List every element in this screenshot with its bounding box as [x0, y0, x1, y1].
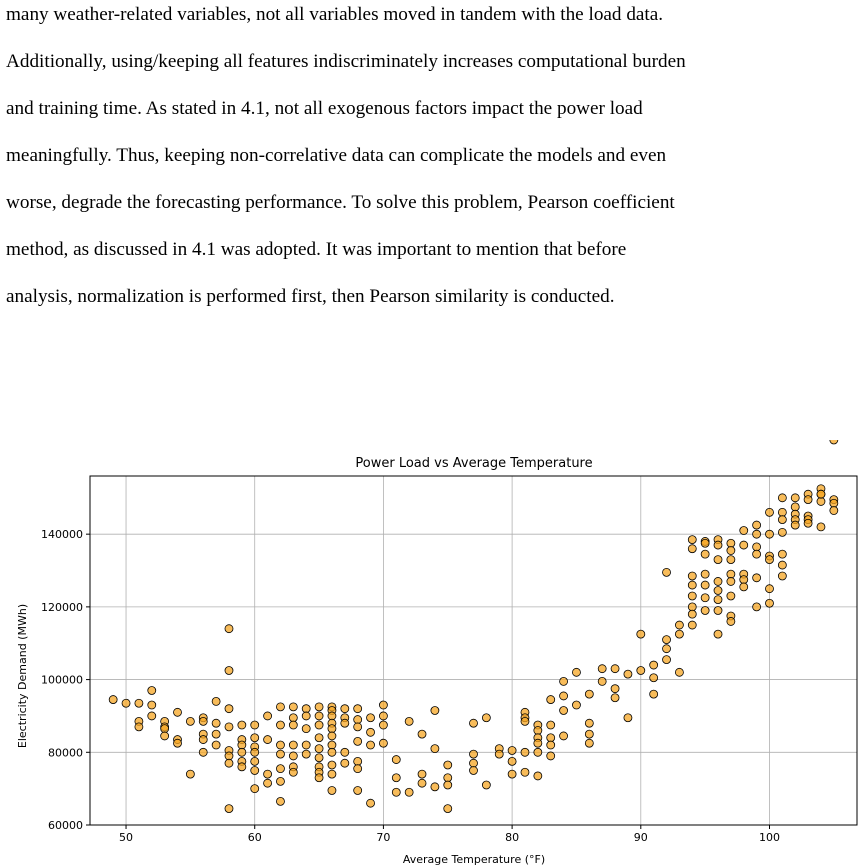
- data-point: [264, 779, 272, 787]
- data-point: [289, 768, 297, 776]
- data-point: [341, 748, 349, 756]
- data-point: [289, 721, 297, 729]
- data-point: [585, 690, 593, 698]
- data-point: [264, 770, 272, 778]
- data-point: [701, 539, 709, 547]
- data-point: [289, 741, 297, 749]
- data-point: [225, 759, 233, 767]
- data-point: [482, 781, 490, 789]
- data-point: [315, 745, 323, 753]
- data-point: [778, 494, 786, 502]
- data-point: [688, 572, 696, 580]
- data-point: [251, 721, 259, 729]
- data-point: [572, 701, 580, 709]
- data-point: [225, 805, 233, 813]
- data-point: [302, 741, 310, 749]
- data-point: [251, 748, 259, 756]
- data-point: [765, 556, 773, 564]
- data-point: [727, 547, 735, 555]
- x-tick-label: 60: [247, 831, 262, 844]
- data-point: [482, 714, 490, 722]
- data-point: [727, 570, 735, 578]
- data-point: [302, 712, 310, 720]
- data-point: [470, 766, 478, 774]
- data-point: [354, 705, 362, 713]
- data-point: [470, 750, 478, 758]
- data-point: [740, 583, 748, 591]
- data-point: [688, 621, 696, 629]
- data-point: [289, 752, 297, 760]
- data-point: [714, 556, 722, 564]
- data-point: [778, 550, 786, 558]
- paragraph-line: Additionally, using/keeping all features indiscriminately increases computational burden: [6, 51, 686, 72]
- x-tick-label: 50: [119, 831, 134, 844]
- data-point: [328, 741, 336, 749]
- data-point: [431, 745, 439, 753]
- data-point: [276, 741, 284, 749]
- y-tick-label: 60000: [48, 819, 83, 832]
- data-point: [161, 732, 169, 740]
- data-point: [534, 726, 542, 734]
- data-point: [328, 761, 336, 769]
- data-point: [238, 741, 246, 749]
- data-point: [508, 770, 516, 778]
- data-point: [547, 696, 555, 704]
- data-point: [727, 556, 735, 564]
- data-point: [753, 521, 761, 529]
- data-point: [765, 508, 773, 516]
- y-tick-label: 80000: [48, 746, 83, 760]
- data-point: [791, 521, 799, 529]
- data-point: [727, 592, 735, 600]
- data-point: [328, 725, 336, 733]
- data-point: [714, 587, 722, 595]
- x-tick-label: 90: [633, 831, 648, 844]
- chart-title: Power Load vs Average Temperature: [355, 456, 593, 471]
- data-point: [379, 712, 387, 720]
- data-point: [289, 714, 297, 722]
- y-tick-label: 100000: [41, 673, 83, 687]
- data-point: [547, 721, 555, 729]
- x-axis-label: Average Temperature (°F): [402, 853, 546, 866]
- data-point: [276, 765, 284, 773]
- data-point: [315, 734, 323, 742]
- y-tick-label: 140000: [41, 528, 83, 542]
- data-point: [238, 748, 246, 756]
- data-point: [354, 737, 362, 745]
- data-point: [714, 541, 722, 549]
- data-point: [611, 685, 619, 693]
- data-point: [225, 625, 233, 633]
- data-point: [804, 496, 812, 504]
- data-point: [598, 677, 606, 685]
- data-point: [778, 528, 786, 536]
- data-point: [315, 712, 323, 720]
- data-point: [444, 781, 452, 789]
- data-point: [276, 750, 284, 758]
- paragraph-line: method, as discussed in 4.1 was adopted. It was important to mention that before: [6, 239, 627, 260]
- paragraph-line: meaningfully. Thus, keeping non-correlative data can complicate the models and even: [6, 145, 667, 166]
- data-point: [714, 577, 722, 585]
- data-point: [302, 750, 310, 758]
- data-point: [367, 728, 375, 736]
- data-point: [367, 799, 375, 807]
- data-point: [135, 723, 143, 731]
- data-point: [470, 719, 478, 727]
- data-point: [547, 741, 555, 749]
- data-point: [817, 490, 825, 498]
- data-point: [276, 777, 284, 785]
- data-points: [109, 440, 838, 813]
- data-point: [534, 772, 542, 780]
- data-point: [701, 607, 709, 615]
- data-point: [778, 572, 786, 580]
- data-point: [109, 696, 117, 704]
- data-point: [495, 750, 503, 758]
- data-point: [225, 666, 233, 674]
- data-point: [830, 499, 838, 507]
- data-point: [418, 730, 426, 738]
- data-point: [148, 686, 156, 694]
- data-point: [778, 561, 786, 569]
- data-point: [663, 568, 671, 576]
- data-point: [534, 739, 542, 747]
- data-point: [701, 581, 709, 589]
- data-point: [560, 732, 568, 740]
- data-point: [392, 774, 400, 782]
- data-point: [354, 716, 362, 724]
- data-point: [225, 752, 233, 760]
- data-point: [675, 668, 683, 676]
- data-point: [637, 666, 645, 674]
- data-point: [302, 705, 310, 713]
- data-point: [418, 770, 426, 778]
- data-point: [392, 788, 400, 796]
- data-point: [585, 719, 593, 727]
- data-point: [624, 670, 632, 678]
- data-point: [624, 714, 632, 722]
- data-point: [341, 705, 349, 713]
- data-point: [328, 732, 336, 740]
- data-point: [238, 721, 246, 729]
- data-point: [174, 739, 182, 747]
- data-point: [508, 757, 516, 765]
- data-point: [341, 759, 349, 767]
- data-point: [547, 752, 555, 760]
- data-point: [199, 717, 207, 725]
- data-point: [830, 440, 838, 444]
- data-point: [791, 494, 799, 502]
- data-point: [264, 712, 272, 720]
- data-point: [328, 786, 336, 794]
- data-point: [302, 725, 310, 733]
- data-point: [315, 721, 323, 729]
- data-point: [379, 701, 387, 709]
- data-point: [161, 725, 169, 733]
- data-point: [444, 774, 452, 782]
- data-point: [688, 536, 696, 544]
- data-point: [251, 734, 259, 742]
- data-point: [753, 530, 761, 538]
- data-point: [470, 759, 478, 767]
- data-point: [650, 690, 658, 698]
- data-point: [354, 786, 362, 794]
- data-point: [688, 610, 696, 618]
- data-point: [212, 741, 220, 749]
- data-point: [354, 765, 362, 773]
- data-point: [817, 523, 825, 531]
- data-point: [560, 692, 568, 700]
- data-point: [753, 603, 761, 611]
- data-point: [753, 574, 761, 582]
- data-point: [714, 630, 722, 638]
- data-point: [675, 630, 683, 638]
- data-point: [122, 699, 130, 707]
- data-point: [276, 797, 284, 805]
- data-point: [753, 550, 761, 558]
- data-point: [688, 545, 696, 553]
- y-tick-label: 120000: [41, 600, 83, 614]
- data-point: [148, 701, 156, 709]
- data-point: [534, 748, 542, 756]
- data-point: [765, 585, 773, 593]
- data-point: [714, 596, 722, 604]
- data-point: [392, 756, 400, 764]
- data-point: [199, 736, 207, 744]
- data-point: [251, 766, 259, 774]
- data-point: [431, 783, 439, 791]
- data-point: [238, 763, 246, 771]
- x-tick-label: 80: [505, 831, 520, 844]
- data-point: [663, 656, 671, 664]
- data-point: [688, 592, 696, 600]
- data-point: [276, 703, 284, 711]
- data-point: [199, 748, 207, 756]
- data-point: [148, 712, 156, 720]
- data-point: [547, 734, 555, 742]
- data-point: [637, 630, 645, 638]
- data-point: [521, 768, 529, 776]
- data-point: [701, 550, 709, 558]
- data-point: [740, 541, 748, 549]
- data-point: [354, 757, 362, 765]
- data-point: [650, 661, 658, 669]
- data-point: [560, 706, 568, 714]
- data-point: [585, 730, 593, 738]
- data-point: [663, 645, 671, 653]
- data-point: [341, 719, 349, 727]
- data-point: [778, 516, 786, 524]
- data-point: [830, 507, 838, 515]
- data-point: [186, 717, 194, 725]
- data-point: [431, 706, 439, 714]
- data-point: [328, 712, 336, 720]
- data-point: [701, 594, 709, 602]
- data-point: [289, 703, 297, 711]
- data-point: [753, 543, 761, 551]
- data-point: [521, 717, 529, 725]
- data-point: [765, 530, 773, 538]
- x-tick-label: 100: [758, 831, 780, 844]
- data-point: [328, 748, 336, 756]
- data-point: [444, 761, 452, 769]
- data-point: [663, 636, 671, 644]
- data-point: [688, 581, 696, 589]
- data-point: [701, 570, 709, 578]
- data-point: [315, 703, 323, 711]
- data-point: [817, 497, 825, 505]
- paragraph-line: worse, degrade the forecasting performance. To solve this problem, Pearson coefficient: [6, 192, 675, 213]
- data-point: [508, 746, 516, 754]
- data-point: [521, 748, 529, 756]
- data-point: [212, 719, 220, 727]
- data-point: [225, 723, 233, 731]
- data-point: [675, 621, 683, 629]
- data-point: [379, 739, 387, 747]
- data-point: [418, 779, 426, 787]
- data-point: [251, 757, 259, 765]
- data-point: [354, 723, 362, 731]
- data-point: [315, 774, 323, 782]
- data-point: [276, 721, 284, 729]
- data-point: [444, 805, 452, 813]
- data-point: [765, 599, 773, 607]
- data-point: [186, 770, 194, 778]
- data-point: [598, 665, 606, 673]
- data-point: [740, 576, 748, 584]
- data-point: [727, 577, 735, 585]
- data-point: [650, 674, 658, 682]
- data-point: [572, 668, 580, 676]
- paragraph-line: analysis, normalization is performed first, then Pearson similarity is conducted.: [6, 286, 615, 307]
- x-tick-label: 70: [376, 831, 391, 844]
- data-point: [560, 677, 568, 685]
- data-point: [740, 527, 748, 535]
- data-point: [225, 705, 233, 713]
- data-point: [367, 714, 375, 722]
- data-point: [212, 697, 220, 705]
- data-point: [315, 754, 323, 762]
- data-point: [791, 503, 799, 511]
- data-point: [405, 717, 413, 725]
- data-point: [714, 607, 722, 615]
- data-point: [405, 788, 413, 796]
- data-point: [379, 721, 387, 729]
- y-axis-label: Electricity Demand (MWh): [16, 603, 29, 749]
- data-point: [727, 617, 735, 625]
- data-point: [804, 519, 812, 527]
- data-point: [212, 730, 220, 738]
- data-point: [727, 539, 735, 547]
- data-point: [688, 603, 696, 611]
- scatter-chart: [0, 440, 865, 868]
- data-point: [264, 736, 272, 744]
- paragraph-line: many weather-related variables, not all variables moved in tandem with the load data.: [6, 4, 664, 25]
- data-point: [611, 665, 619, 673]
- data-point: [611, 694, 619, 702]
- paragraph-line: and training time. As stated in 4.1, not all exogenous factors impact the power load: [6, 98, 643, 119]
- data-point: [135, 699, 143, 707]
- data-point: [585, 739, 593, 747]
- data-point: [251, 785, 259, 793]
- data-point: [328, 770, 336, 778]
- data-point: [174, 708, 182, 716]
- data-point: [367, 741, 375, 749]
- data-point: [778, 508, 786, 516]
